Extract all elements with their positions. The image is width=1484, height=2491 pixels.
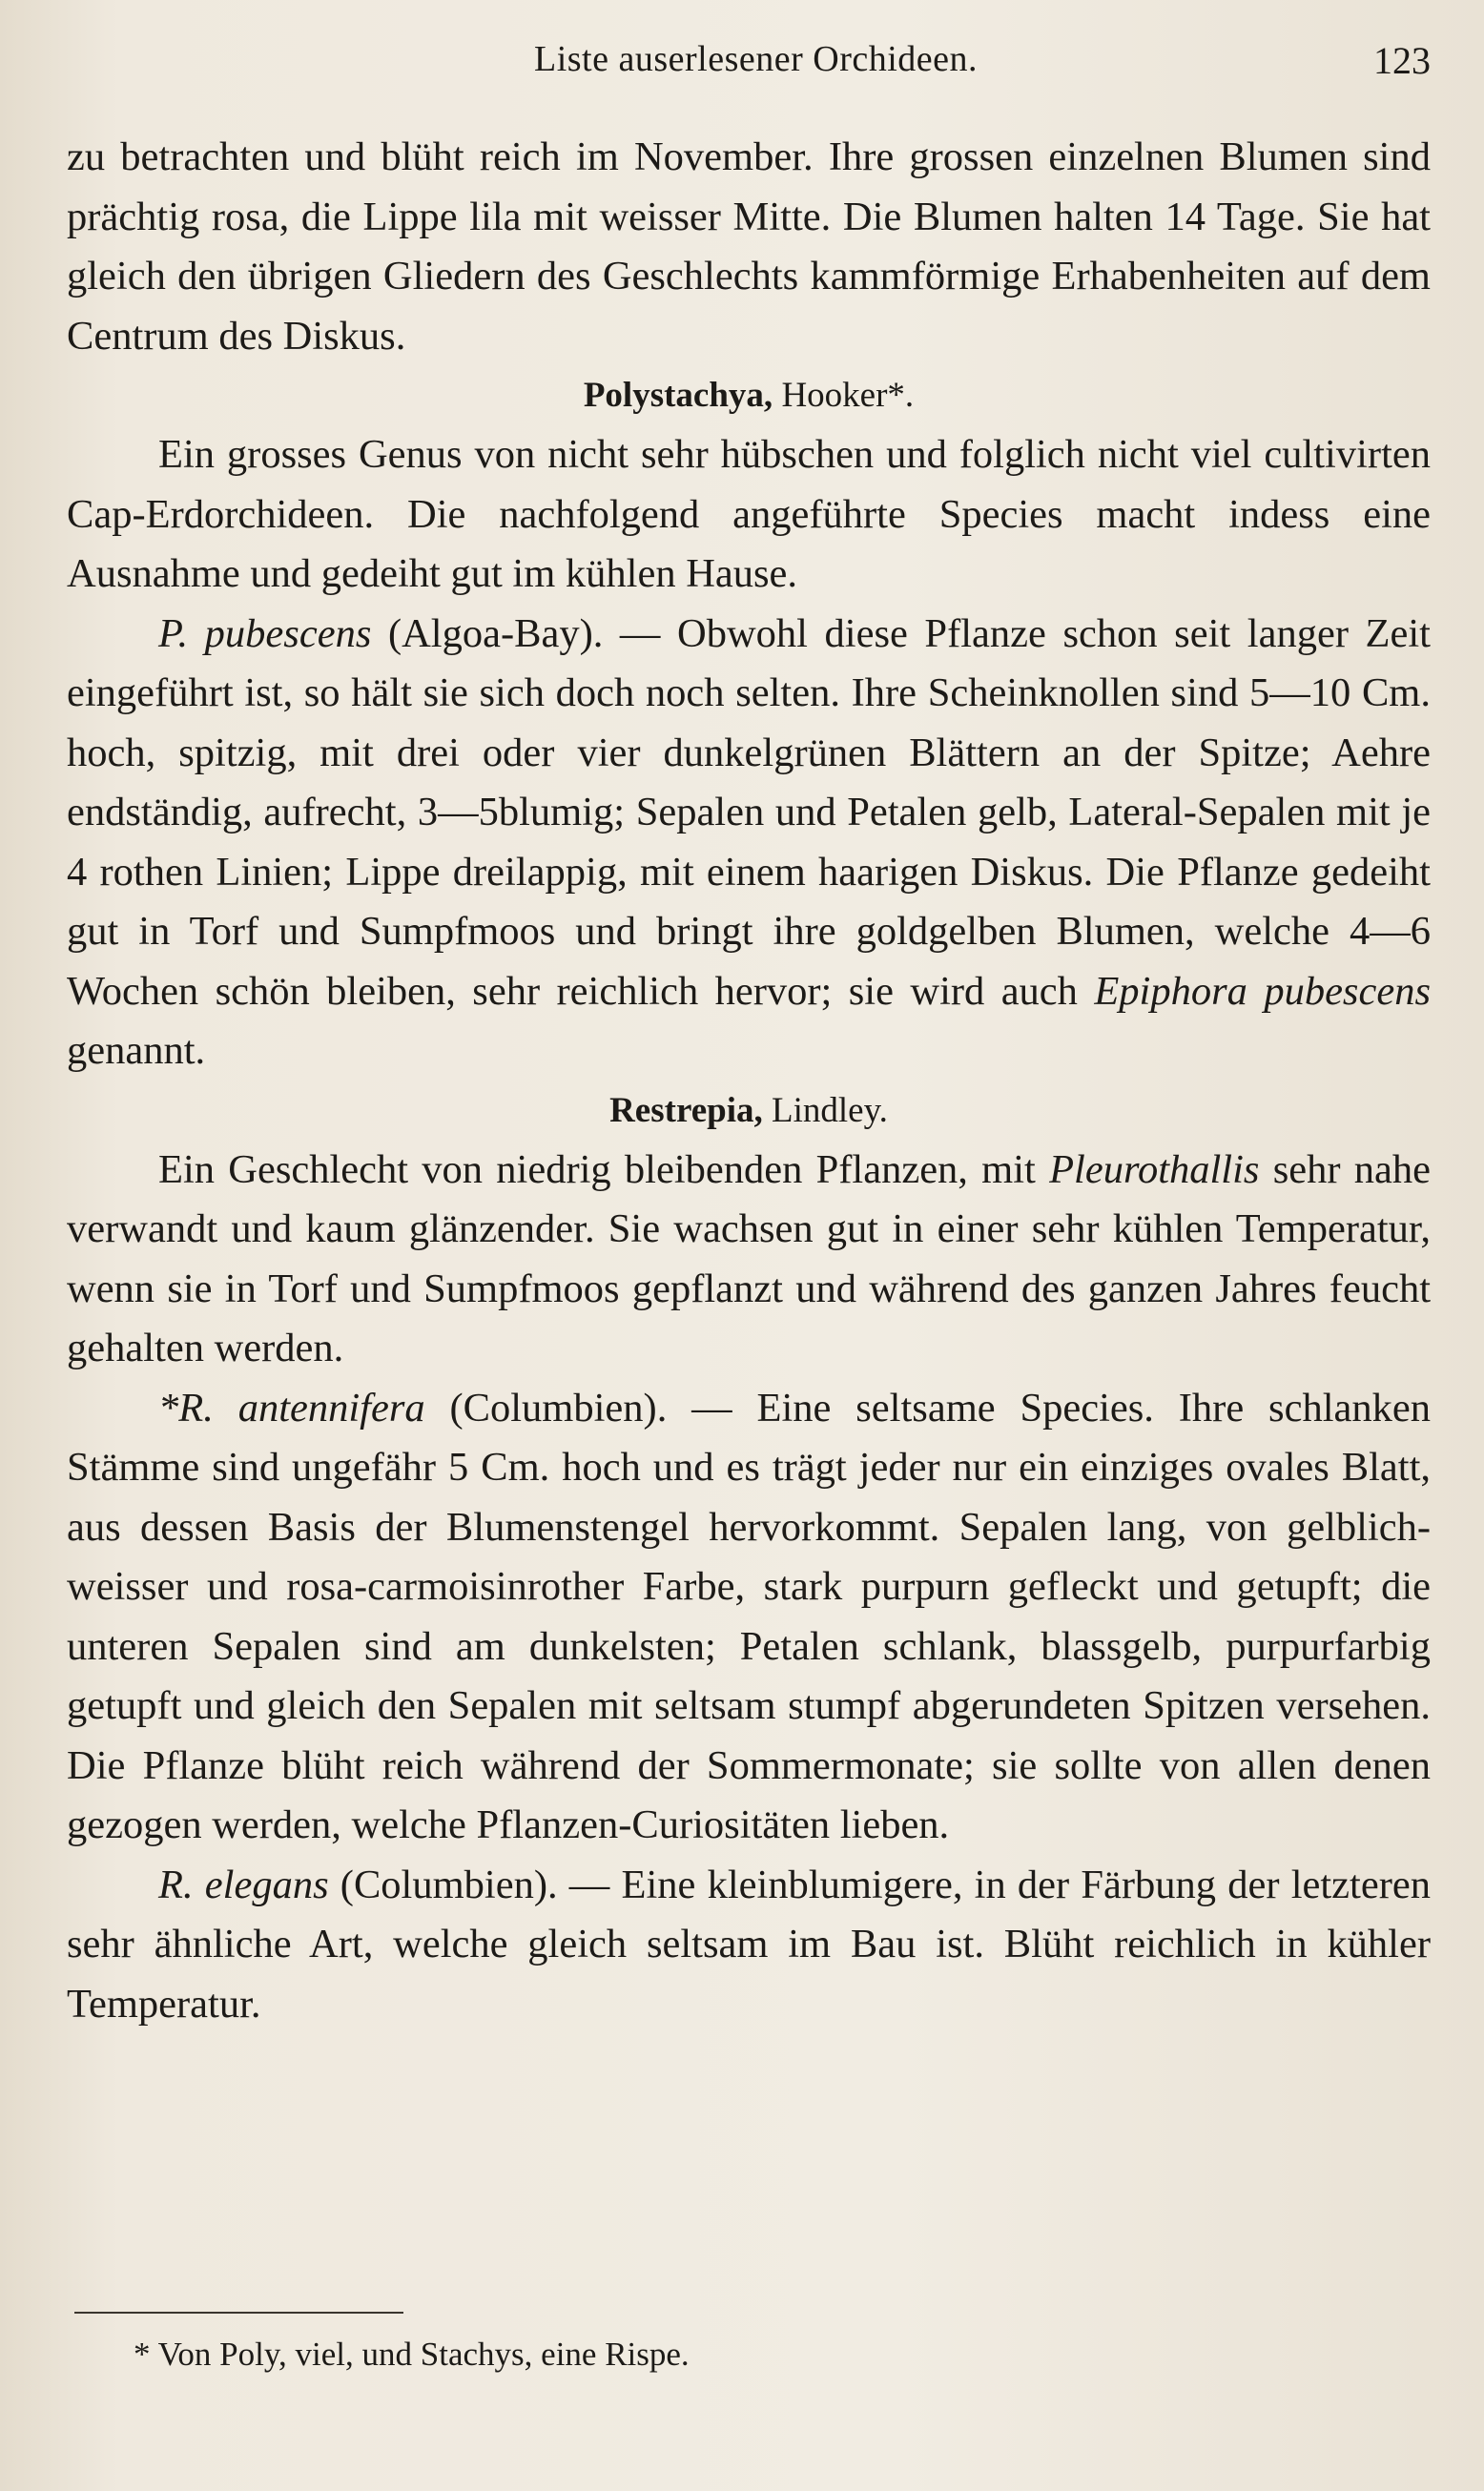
heading-genus: Polystachya,: [583, 376, 773, 415]
paragraph-restrepia-intro: [67, 1141, 1431, 1379]
paragraph-p-pubescens: [67, 605, 1431, 1081]
species-text: (Columbien). — Eine kleinblumigere, in der Färbung der letzteren sehr ähnliche Art, welche gleich seltsam im Bau ist. Blüht reichlich in kühler Temperatur.: [67, 1862, 1431, 2027]
footnote-rule: [74, 2312, 403, 2314]
heading-genus: Restrepia,: [609, 1090, 763, 1130]
section-heading-restrepia: [67, 1081, 1431, 1141]
page-number: 123: [1373, 39, 1431, 82]
species-text: (Columbien). — Eine seltsame Species. Ihre schlanken Stämme sind ungefähr 5 Cm. hoch und es trägt jeder nur ein einziges ovales Blatt, aus dessen Basis der Blumenstengel hervorkommt. Sepalen lang, von gelblich-weisser und rosa-carmoisinrother Farbe, stark purpurn gefleckt und getupft; die unteren Sepalen sind am dunkelsten; Petalen schlank, blassgelb, purpurfarbig getupft und gleich den Sepalen mit seltsam stumpf abgerundeten Spitzen versehen. Die Pflanze blüht reich während der Sommermonate; sie sollte von allen denen gezogen werden, welche Pflanzen-Curiositäten lieben.: [67, 1385, 1431, 1847]
page-body: [67, 128, 1431, 2034]
intro-text-end: sehr nahe verwandt und kaum glänzender. Sie wachsen gut in einer sehr kühlen Temperatur, wenn sie in Torf und Sumpfmoos gepflanzt und während des ganzen Jahres feucht gehalten werden.: [67, 1146, 1431, 1370]
heading-authority: Lindley.: [762, 1090, 888, 1130]
running-title: Liste auserlesener Orchideen.: [534, 39, 979, 79]
footnote: * Von Poly, viel, und Stachys, eine Rispe.: [134, 2336, 690, 2373]
species-synonym: Epiphora pubescens: [1094, 968, 1431, 1014]
paragraph-continuation: zu betrachten und blüht reich im November. Ihre grossen einzelnen Blumen sind prächtig rosa, die Lippe lila mit weisser Mitte. Die Blumen halten 14 Tage. Sie hat gleich den übrigen Gliedern des Geschlechts kammförmige Erhabenheiten auf dem Centrum des Diskus.: [67, 134, 1431, 359]
paragraph-r-antennifera: [67, 1379, 1431, 1856]
page-header: [67, 38, 1431, 95]
species-text: (Algoa-Bay). — Obwohl diese Pflanze schon seit langer Zeit eingeführt ist, so hält sie sich doch noch selten. Ihre Scheinknollen sind 5—10 Cm. hoch, spitzig, mit drei oder vier dunkelgrünen Blättern an der Spitze; Aehre endständig, aufrecht, 3—5blumig; Sepalen und Petalen gelb, Lateral-Sepalen mit je 4 rothen Linien; Lippe dreilappig, mit einem haarigen Diskus. Die Pflanze gedeiht gut in Torf und Sumpfmoos und bringt ihre goldgelben Blumen, welche 4—6 Wochen schön bleiben, sehr reichlich hervor; sie wird auch: [67, 610, 1431, 1014]
intro-text: Ein Geschlecht von niedrig bleibenden Pflanzen, mit: [158, 1146, 1050, 1192]
section-heading-polystachya: [67, 366, 1431, 425]
paragraph-polystachya-intro: Ein grosses Genus von nicht sehr hübschen und folglich nicht viel cultivirten Cap-Erdorchideen. Die nachfolgend angeführte Species macht indess eine Ausnahme und gedeiht gut im kühlen Hause.: [67, 432, 1431, 596]
paragraph-r-elegans: [67, 1856, 1431, 2035]
species-name: *R. antennifera: [158, 1385, 425, 1431]
species-name: R. elegans: [158, 1862, 329, 1907]
heading-authority: Hooker*.: [773, 376, 915, 415]
species-text-end: genannt.: [67, 1028, 206, 1073]
genus-reference: Pleurothallis: [1049, 1146, 1260, 1192]
species-name: P. pubescens: [158, 610, 372, 656]
